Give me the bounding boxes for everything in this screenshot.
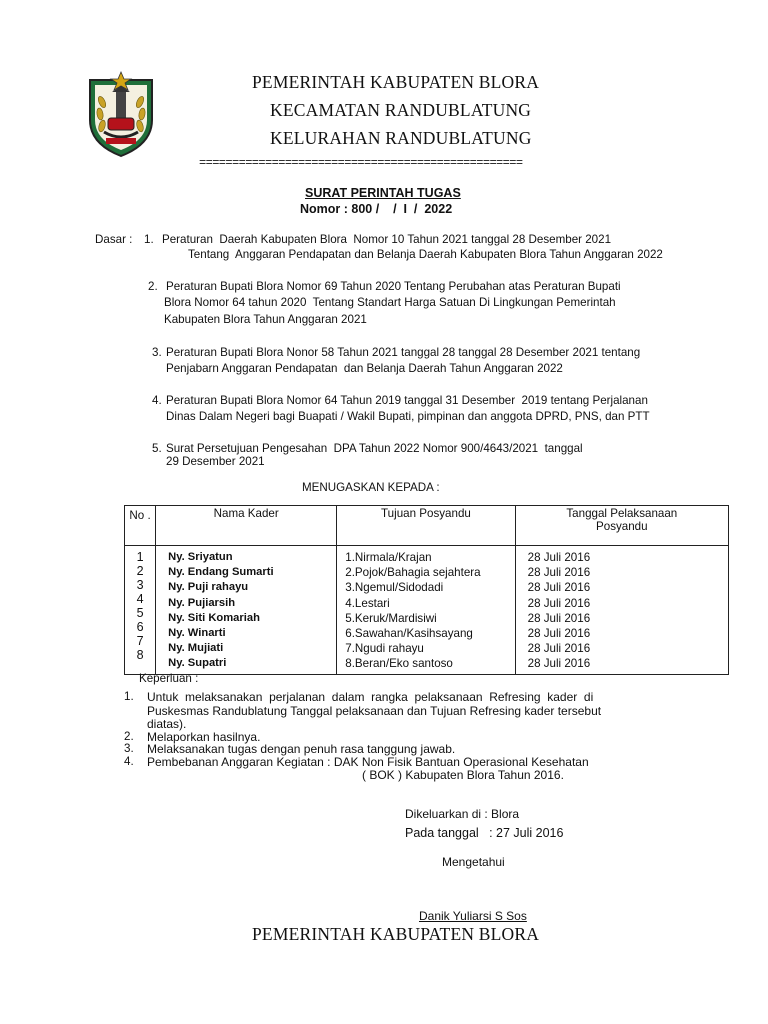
dasar-item-5-num: 5. (152, 442, 162, 455)
kop-line-3: KELURAHAN RANDUBLATUNG (270, 128, 532, 148)
table-row-tanggal: 28 Juli 2016 (527, 566, 591, 580)
table-row-no: 2 (136, 564, 144, 578)
dasar-item-2-num: 2. (148, 280, 158, 293)
dasar-item-5-line-2: 29 Desember 2021 (166, 455, 265, 468)
table-row-tujuan: 1.Nirmala/Krajan (345, 551, 432, 564)
table-row-tujuan: 3.Ngemul/Sidodadi (345, 581, 444, 595)
table-row-tujuan: 6.Sawahan/Kasihsayang (345, 626, 473, 640)
table-row-nama: Ny. Endang Sumarti (168, 566, 274, 579)
tujuan-column (337, 546, 515, 675)
table-row-tanggal: 28 Juli 2016 (527, 642, 591, 656)
keperluan-item-4-num: 4. (124, 755, 134, 768)
table-row-tujuan: 5.Keruk/Mardisiwi (345, 611, 437, 625)
table-header-row (125, 506, 729, 546)
header-tanggal-pelaksanaan: Tanggal Pelaksanaan Posyandu (515, 506, 728, 546)
document-title: SURAT PERINTAH TUGAS (305, 186, 461, 200)
keperluan-label: Keperluan : (139, 672, 199, 685)
dasar-item-3-num: 3. (152, 346, 162, 359)
dikeluarkan-di: Dikeluarkan di : Blora (405, 807, 520, 821)
keperluan-item-1-line-2: Puskesmas Randublatung Tanggal pelaksanaan dan Tujuan Refresing kader tersebut (147, 704, 602, 718)
dasar-item-4-num: 4. (152, 394, 162, 407)
kabupaten-blora-emblem-icon (82, 70, 160, 158)
keperluan-item-4-line-1: Pembebanan Anggaran Kegiatan : DAK Non Fisik Bantuan Operasional Kesehatan (147, 755, 589, 769)
keperluan-item-3-line-1: Melaksanakan tugas dengan penuh rasa tanggung jawab. (147, 742, 456, 756)
mengetahui: Mengetahui (442, 855, 505, 869)
keperluan-item-2-num: 2. (124, 730, 134, 743)
header-nama-kader: Nama Kader (156, 506, 337, 546)
dasar-label: Dasar : (95, 233, 133, 246)
table-row-nama: Ny. Puji rahayu (168, 581, 249, 594)
menugaskan-heading: MENUGASKAN KEPADA : (302, 481, 440, 494)
table-row-no: 6 (136, 620, 144, 634)
dasar-item-2-line-1: Peraturan Bupati Blora Nomor 69 Tahun 2020 Tentang Perubahan atas Peraturan Bupati (166, 280, 621, 293)
table-row-tujuan: 7.Ngudi rahayu (345, 642, 424, 656)
dasar-item-2-line-3: Kabupaten Blora Tahun Anggaran 2021 (164, 313, 367, 326)
table-row-no: 5 (136, 606, 144, 620)
table-row-tujuan: 8.Beran/Eko santoso (345, 657, 453, 671)
table-row-tanggal: 28 Juli 2016 (527, 551, 591, 564)
table-row-tanggal: 28 Juli 2016 (527, 626, 591, 640)
document-number: Nomor : 800 / / I / 2022 (300, 202, 453, 216)
header-tujuan-posyandu: Tujuan Posyandu (337, 506, 515, 546)
dasar-item-5-line-1: Surat Persetujuan Pengesahan DPA Tahun 2022 Nomor 900/4643/2021 tanggal (166, 442, 583, 455)
kop-line-1: PEMERINTAH KABUPATEN BLORA (252, 72, 540, 92)
dasar-item-4-line-1: Peraturan Bupati Blora Nomor 64 Tahun 2019 tanggal 31 Desember 2019 tentang Perjalanan (166, 394, 648, 407)
kop-line-2: KECAMATAN RANDUBLATUNG (270, 100, 532, 120)
dasar-item-2-line-2: Blora Nomor 64 tahun 2020 Tentang Standart Harga Satuan Di Lingkungan Pemerintah (164, 296, 616, 309)
pada-tanggal: Pada tanggal : 27 Juli 2016 (405, 826, 564, 840)
table-row-no: 4 (136, 592, 144, 606)
footer-title: PEMERINTAH KABUPATEN BLORA (252, 924, 540, 944)
kop-separator: ================================================= (199, 156, 523, 170)
table-row-tujuan: 2.Pojok/Bahagia sejahtera (345, 566, 481, 580)
no-column (125, 546, 156, 675)
table-row-nama: Ny. Sriyatun (168, 551, 233, 563)
table-row-tanggal: 28 Juli 2016 (527, 611, 591, 625)
keperluan-item-3-num: 3. (124, 742, 134, 755)
keperluan-item-4-line-2: ( BOK ) Kabupaten Blora Tahun 2016. (362, 768, 564, 782)
dasar-item-1-line-1: Peraturan Daerah Kabupaten Blora Nomor 10 Tahun 2021 tanggal 28 Desember 2021 (162, 233, 612, 246)
header-no: No . (125, 506, 156, 546)
nama-column (156, 546, 337, 675)
keperluan-item-1-num: 1. (124, 690, 134, 703)
table-row-nama: Ny. Mujiati (168, 642, 224, 655)
table-row-nama: Ny. Winarti (168, 626, 226, 639)
keperluan-item-1-line-1: Untuk melaksanakan perjalanan dalam rangka pelaksanaan Refresing kader di (147, 690, 594, 704)
table-row-no: 8 (136, 648, 144, 662)
table-row-no: 7 (136, 634, 144, 648)
table-row-no: 1 (136, 550, 144, 564)
table-row-tanggal: 28 Juli 2016 (527, 657, 591, 671)
table-row-nama: Ny. Supatri (168, 657, 227, 670)
keperluan-item-1-line-3: diatas). (147, 717, 187, 731)
table-body-row (125, 546, 729, 675)
dasar-item-4-line-2: Dinas Dalam Negeri bagi Buapati / Wakil Bupati, pimpinan dan anggota DPRD, PNS, dan PTT (166, 410, 650, 423)
table-row-nama: Ny. Pujiarsih (168, 596, 236, 609)
table-row-no: 3 (136, 578, 144, 592)
table-row-tanggal: 28 Juli 2016 (527, 596, 591, 610)
tanggal-column (515, 546, 728, 675)
signer-name: Danik Yuliarsi S Sos (419, 909, 527, 923)
dasar-item-3-line-2: Penjabarn Anggaran Pendapatan dan Belanja Daerah Tahun Anggaran 2022 (166, 362, 563, 375)
table-row-tujuan: 4.Lestari (345, 596, 390, 610)
dasar-item-1-line-2: Tentang Anggaran Pendapatan dan Belanja Daerah Kabupaten Blora Tahun Anggaran 2022 (188, 248, 663, 261)
kader-table (124, 505, 729, 675)
table-row-tanggal: 28 Juli 2016 (527, 581, 591, 595)
dasar-item-3-line-1: Peraturan Bupati Blora Nonor 58 Tahun 2021 tanggal 28 tanggal 28 Desember 2021 tentang (166, 346, 641, 359)
dasar-item-1-num: 1. (144, 233, 154, 246)
keperluan-item-2-line-1: Melaporkan hasilnya. (147, 730, 261, 744)
table-row-nama: Ny. Siti Komariah (168, 611, 260, 624)
